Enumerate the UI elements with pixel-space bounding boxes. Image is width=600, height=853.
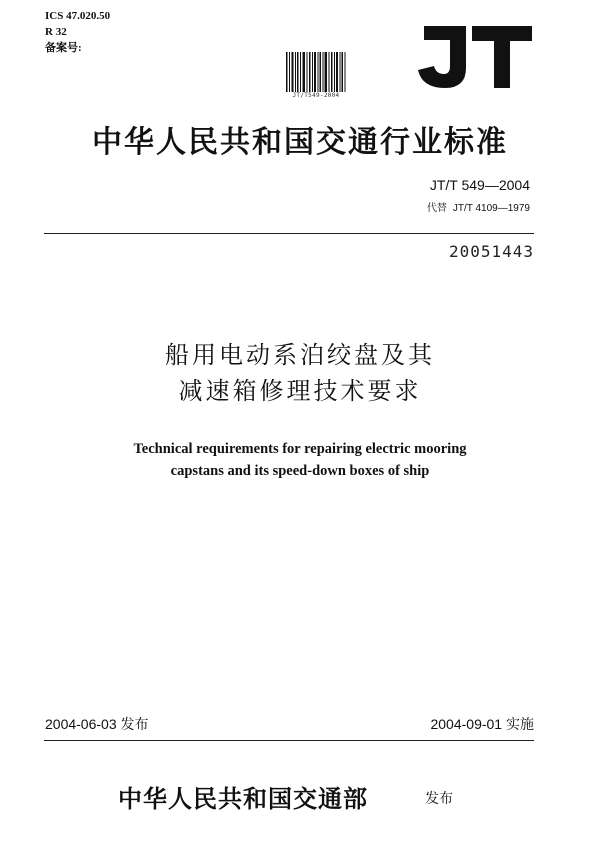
barcode-icon <box>284 52 348 92</box>
replaced-standard-number: JT/T 4109—1979 <box>452 203 530 214</box>
replaces-label: 代替 <box>426 203 447 214</box>
issuing-authority: 中华人民共和国交通部 <box>118 784 368 813</box>
issue-date: 2004-06-03 发布 <box>45 716 149 732</box>
english-title <box>0 438 600 482</box>
stamp-number: 20051443 <box>448 242 534 261</box>
document-title-line-2: 减速箱修理技术要求 <box>178 377 422 405</box>
classification-block <box>45 8 110 56</box>
document-title-line-1: 船用电动系泊绞盘及其 <box>165 341 435 369</box>
issued-label: 发布 <box>425 791 453 807</box>
filing-number-label: 备案号: <box>45 42 82 54</box>
ccs-code: R 32 <box>45 26 67 38</box>
barcode-caption: JT/T549-2004 <box>292 92 340 99</box>
english-title-line-1: Technical requirements for repairing electric mooring <box>133 441 467 457</box>
header-divider <box>44 233 534 234</box>
ics-code: ICS 47.020.50 <box>45 10 111 22</box>
implementation-date: 2004-09-01 实施 <box>430 716 534 732</box>
replaces-line <box>427 199 530 214</box>
jt-logo-icon <box>414 26 532 88</box>
document-title <box>0 337 600 409</box>
footer-divider <box>44 740 534 741</box>
english-title-line-2: capstans and its speed-down boxes of ship <box>170 463 430 479</box>
standard-category-title: 中华人民共和国交通行业标准 <box>92 125 508 160</box>
standard-number: JT/T 549—2004 <box>429 177 530 193</box>
